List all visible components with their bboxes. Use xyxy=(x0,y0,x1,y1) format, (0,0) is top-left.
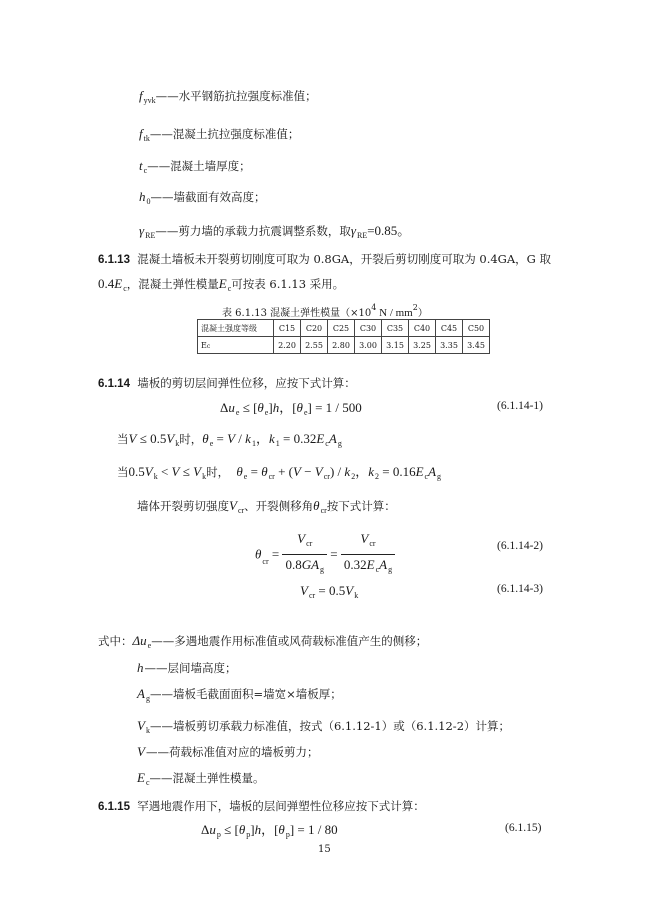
where-text: ——荷载标准值对应的墙板剪力； xyxy=(145,745,319,759)
where-subscript: c xyxy=(145,778,150,787)
where-label: 式中： xyxy=(98,634,133,648)
page-number: 15 xyxy=(318,844,331,855)
def-subscript: tk xyxy=(143,134,150,143)
section-number: 6.1.14 xyxy=(98,378,130,390)
where-symbol: h xyxy=(137,660,144,675)
where-subscript: k xyxy=(145,726,150,735)
section-6115-title xyxy=(98,798,425,815)
grade-cell: C20 xyxy=(301,320,328,337)
where-symbol: E xyxy=(137,770,145,785)
def-symbol: f xyxy=(139,88,143,103)
def-symbol: h xyxy=(139,189,146,204)
section-number: 6.1.15 xyxy=(98,801,130,813)
where-symbol: V xyxy=(137,744,145,759)
caption-exponent: 4 xyxy=(371,303,377,312)
section-text: ，混凝土弹性模量 xyxy=(126,277,219,291)
value-cell: 3.45 xyxy=(463,337,490,354)
def-subscript: c xyxy=(143,166,148,175)
elastic-modulus-table xyxy=(197,319,490,354)
where-line-5 xyxy=(137,744,318,765)
section-text: 混凝土墙板未开裂剪切刚度可取为 0.8GA，开裂后剪切刚度可取为 0.4GA，G 取 xyxy=(137,252,552,266)
equation-number: (6.1.14-3) xyxy=(497,583,543,595)
def-tail: =0.85。 xyxy=(367,223,411,238)
row-label-subscript: c xyxy=(206,342,211,350)
value-cell: 2.55 xyxy=(301,337,328,354)
where-text: ——多遇地震作用标准值或风荷载标准值产生的侧移； xyxy=(151,634,428,648)
grade-cell: C15 xyxy=(274,320,301,337)
equation-number: (6.1.14-2) xyxy=(497,540,543,552)
crack-text: 按下式计算： xyxy=(326,499,396,513)
case-1: 当$V \le 0.5V_k$时，$\theta_e = V / k_1$，$k_1 = 0.32E_cA_g$ xyxy=(117,431,342,448)
def-text: ——墙截面有效高度； xyxy=(150,190,266,204)
section-text: 可按表 6.1.13 采用。 xyxy=(231,277,345,291)
where-subscript: g xyxy=(145,694,150,703)
def-symbol: t xyxy=(139,158,143,173)
case-text: 当 xyxy=(117,465,129,479)
ec-symbol: E xyxy=(218,276,227,291)
def-text: ——混凝土墙厚度； xyxy=(147,159,251,173)
grade-cell: C35 xyxy=(382,320,409,337)
value-cell: 2.80 xyxy=(328,337,355,354)
def-ftk xyxy=(139,126,299,147)
def-subscript: 0 xyxy=(146,197,151,206)
where-line-6 xyxy=(137,770,265,791)
table-row-label xyxy=(198,337,274,354)
where-symbol: A xyxy=(137,686,145,701)
equation-number: (6.1.15) xyxy=(505,822,542,834)
case-2: 当$0.5V_k < V \le V_k$时， $\theta_e = \theta_{cr} + (V - V_{cr}) / k_2$，$k_2 = 0.16E_cA_g$ xyxy=(117,464,442,481)
grade-cell: C40 xyxy=(409,320,436,337)
row-label-symbol: E xyxy=(201,340,207,350)
def-tail-subscript: RE xyxy=(356,231,368,240)
value-cell: 3.25 xyxy=(409,337,436,354)
section-6113-line2 xyxy=(98,276,344,297)
section-text: 墙板的剪切层间弹性位移，应按下式计算： xyxy=(137,376,356,390)
grade-cell: C50 xyxy=(463,320,490,337)
def-symbol: γ xyxy=(139,223,145,238)
crack-intro: 墙体开裂剪切强度$V_{cr}$、开裂侧移角$\theta_{cr}$按下式计算： xyxy=(137,498,396,515)
where-text: ——墙板剪切承载力标准值，按式（6.1.12-1）或（6.1.12-2）计算； xyxy=(149,719,511,733)
def-text: ——剪力墙的承载力抗震调整系数，取 xyxy=(155,224,351,238)
caption-end: ） xyxy=(417,308,428,319)
where-line-2 xyxy=(137,660,237,681)
def-gamma-re xyxy=(139,223,410,244)
where-text: ——混凝土弹性模量。 xyxy=(149,771,265,785)
def-symbol: f xyxy=(139,126,143,141)
grade-cell: C30 xyxy=(355,320,382,337)
table-header-label: 混凝土强度等级 xyxy=(198,320,274,337)
def-h0 xyxy=(139,189,266,210)
equation-number: (6.1.14-1) xyxy=(497,400,543,412)
caption-text: 表 6.1.13 混凝土弹性模量（×10 xyxy=(222,308,372,319)
section-6113-line1 xyxy=(98,251,551,268)
where-text: ——层间墙高度； xyxy=(144,661,237,675)
crack-text: 、开裂侧移角 xyxy=(244,499,314,513)
value-cell: 3.00 xyxy=(355,337,382,354)
def-fyvk xyxy=(139,88,317,109)
where-line-1 xyxy=(98,633,427,654)
equation-6114-2: $\theta_{cr}$ = $\frac{V_{cr}}{0.8GA_g}$ = $\frac{V_{cr}}{0.32E_cA_g}$ xyxy=(255,530,395,579)
section-number: 6.1.13 xyxy=(98,254,130,266)
where-symbol: V xyxy=(137,718,145,733)
coef-text: 0.4 xyxy=(98,276,115,291)
where-subscript: e xyxy=(147,641,152,650)
grade-cell: C45 xyxy=(436,320,463,337)
where-text: ——墙板毛截面面积=墙宽×墙板厚； xyxy=(149,687,342,701)
equation-6114-1: $\Delta u_e \le [\theta_e]h$，$[\theta_e] = 1 / 500$ xyxy=(220,400,362,417)
equation-6114-3: $V_{cr} = 0.5V_k$ xyxy=(300,583,359,600)
def-subscript: yvk xyxy=(143,96,156,105)
section-text: 罕遇地震作用下，墙板的层间弹塑性位移应按下式计算： xyxy=(137,799,425,813)
table-row xyxy=(198,320,490,337)
crack-text: 墙体开裂剪切强度 xyxy=(137,499,229,513)
value-cell: 3.15 xyxy=(382,337,409,354)
section-6114-title xyxy=(98,375,356,392)
case-text: 时， xyxy=(206,465,230,479)
grade-cell: C25 xyxy=(328,320,355,337)
equation-6115: $\Delta u_p \le [\theta_p]h$，$[\theta_p] = 1 / 80$ xyxy=(201,822,338,839)
def-tc xyxy=(139,158,251,179)
value-cell: 2.20 xyxy=(274,337,301,354)
def-text: ——混凝土抗拉强度标准值； xyxy=(149,127,300,141)
ec-subscript: c xyxy=(227,284,232,293)
where-line-4 xyxy=(137,718,510,739)
table-row xyxy=(198,337,490,354)
value-cell: 3.35 xyxy=(436,337,463,354)
def-tail-symbol: γ xyxy=(350,223,356,238)
caption-unit: N / mm xyxy=(376,307,413,319)
case-text: 当 xyxy=(117,432,129,446)
ec-subscript: c xyxy=(123,284,127,293)
def-subscript: RE xyxy=(145,231,156,240)
where-line-3 xyxy=(137,686,342,707)
where-symbol: Δu xyxy=(132,633,147,648)
ec-symbol: E xyxy=(114,276,123,291)
caption-unit-exponent: 2 xyxy=(412,303,418,312)
def-text: ——水平钢筋抗拉强度标准值； xyxy=(155,89,317,103)
case-text: 时， xyxy=(179,432,203,446)
